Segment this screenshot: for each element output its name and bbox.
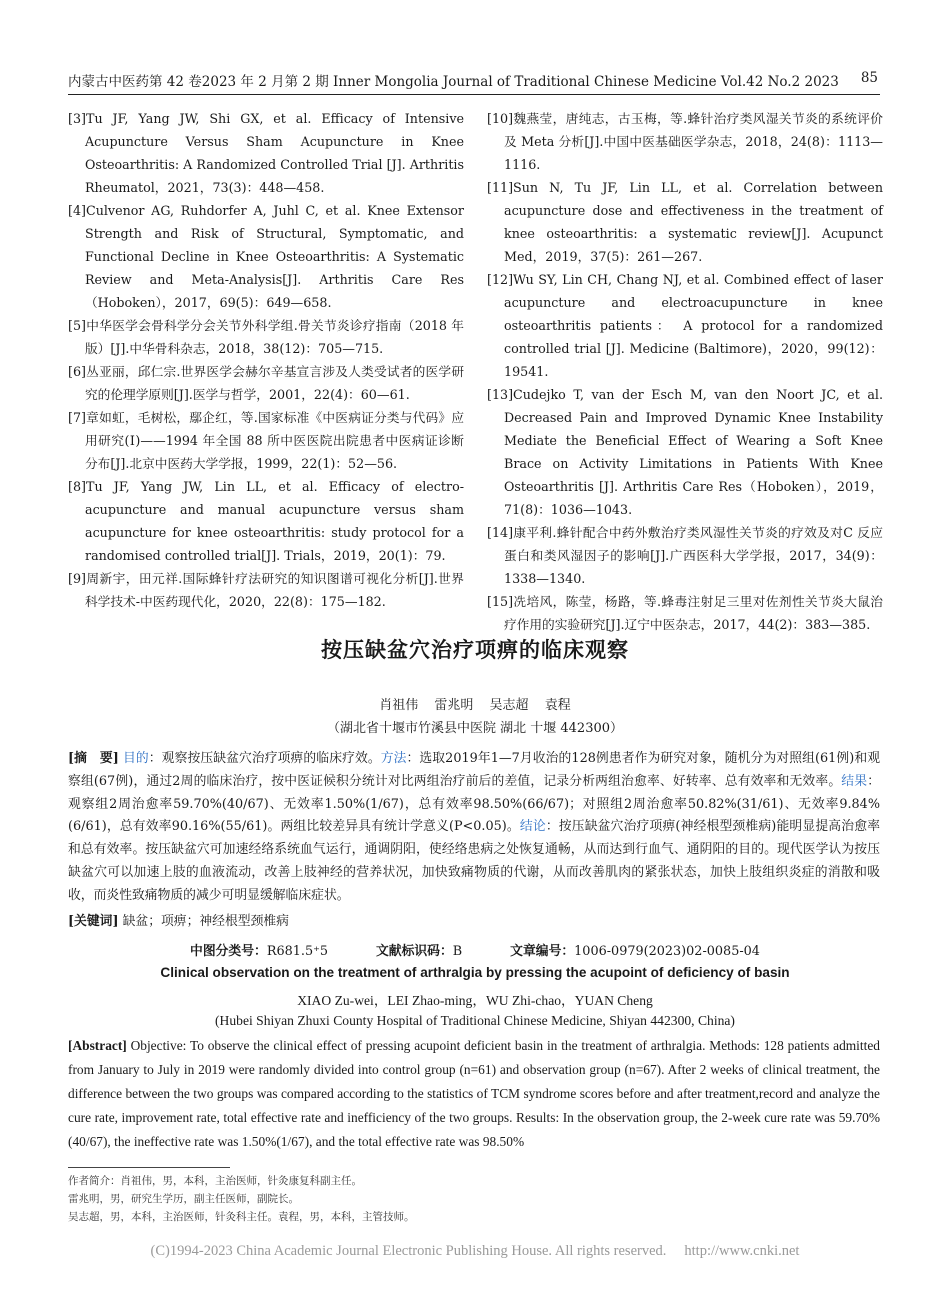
references-right-column: [487, 107, 883, 636]
conclusion-label: 结论: [519, 819, 546, 835]
article-affiliation: （湖北省十堰市竹溪县中医院 湖北 十堰 442300）: [326, 721, 624, 736]
reference-item: [4]Culvenor AG, Ruhdorfer A, Juhl C, et al. Knee Extensor Strength and Risk of Structural, Symptomatic, and Functional Decline in Knee Osteoarthritis: A Systematic Review and Meta-Analysis[J]. Arthritis Care Res（Hoboken），2017，69(5)：649—658.: [68, 203, 464, 310]
reference-item: [8]Tu JF, Yang JW, Lin LL, et al. Efficacy of electro-acupuncture and manual acupuncture versus sham acupuncture for knee osteoarthritis: study protocol for a randomised controlled trial[J]. Trials，2019，20(1)：79.: [68, 479, 464, 563]
keywords: [68, 910, 880, 929]
header-rule: [68, 94, 880, 95]
results-label: 结果: [841, 773, 868, 789]
copyright-watermark: [0, 1243, 950, 1260]
chinese-abstract: [68, 748, 880, 908]
keywords-text: 缺盆；项痹；神经根型颈椎病: [122, 914, 289, 929]
doc-code-value: B: [452, 944, 463, 959]
clc-label: 中图分类号：: [190, 944, 267, 959]
reference-item: [3]Tu JF, Yang JW, Shi GX, et al. Efficacy of Intensive Acupuncture Versus Sham Acupuncture in Knee Osteoarthritis: A Randomized Controlled Trial [J]. Arthritis Rheumatol，2021，73(3)：448—458.: [68, 111, 464, 195]
english-title: Clinical observation on the treatment of arthralgia by pressing the acupoint of deficiency of basin: [160, 965, 790, 980]
running-header: [68, 70, 878, 90]
copyright-text: (C)1994-2023 China Academic Journal Electronic Publishing House. All rights reserved.: [150, 1243, 667, 1259]
article-number-label: 文章编号：: [510, 944, 575, 959]
footnote: 吴志超，男，本科，主治医师，针灸科主任。袁程，男，本科，主管技师。: [68, 1211, 415, 1223]
reference-item: [15]冼培风，陈莹，杨路，等.蜂毒注射足三里对佐剂性关节炎大鼠治疗作用的实验研究[J].辽宁中医杂志，2017，44(2)：383—385.: [487, 594, 883, 632]
article-authors: 肖祖伟 雷兆明 吴志超 袁程: [379, 698, 571, 713]
objective-text: ：观察按压缺盆穴治疗项痹的临床疗效。: [148, 751, 381, 766]
reference-item: [13]Cudejko T, van der Esch M, van den Noort JC, et al. Decreased Pain and Improved Dynamic Knee Instability Mediate the Beneficial Effect of Wearing a Soft Knee Brace on Activity Limitations in Patients With Knee Osteoarthritis [J]. Arthritis Care Res（Hoboken），2019，71(8)：1036—1043.: [487, 387, 883, 517]
footnote-rule: [68, 1167, 230, 1168]
objective-label: 目的: [123, 751, 149, 766]
clc-value: R681.5⁺5: [266, 944, 328, 959]
conclusion-text: ：按压缺盆穴治疗项痹(神经根型颈椎病)能明显提高治愈率和总有效率。按压缺盆穴可加速经络系统血气运行，通调阴阳，使经络患病之处恢复通畅，从而达到行血气、通阴阳的目的。现代医学认为按压缺盆穴可以加速上肢的血液流动，改善上肢神经的营养状况，加快致痛物质的代谢，从而改善肌肉的紧张状态，加快上肢组织炎症的消散和吸收，而炎性致痛物质的减少可明显缓解临床症状。: [68, 819, 880, 903]
methods-text: ：选取2019年1—7月收治的128例患者作为研究对象，随机分为对照组(61例)和观察组(67例)，通过2周的临床治疗，按中医证候积分统计对比两组治疗前后的差值，记录分析两组治愈率、好转率、总有效率和无效率。: [68, 751, 881, 789]
classification-line: [0, 940, 950, 959]
keywords-tag: [关键词]: [68, 914, 119, 929]
page-number: 85: [860, 70, 878, 86]
english-authors: XIAO Zu-wei，LEI Zhao-ming，WU Zhi-chao，YUAN Cheng: [297, 993, 653, 1008]
english-abstract-text: Objective: To observe the clinical effect of pressing acupoint deficient basin in the treatment of arthralgia. Methods: 128 patients admitted from January to July in 2019 were randomly divided into control group (n=61) and observation group (n=67). After 2 weeks of clinical treatment, the difference between the two groups was compared according to the statistics of TCM syndrome scores before and after treatment,record and analyze the cure rate, improvement rate, total effective rate and inefficiency of the two groups. Results: In the observation group, the 2-week cure rate was 59.70%(40/67), the ineffective rate was 1.50%(1/67), and the total effective rate was 98.50%: [68, 1038, 880, 1149]
results-text: ：观察组2周治愈率59.70%(40/67)、无效率1.50%(1/67)，总有效率98.50%(66/67)；对照组2周治愈率50.82%(31/61)、无效率9.84%(6/61)，总有效率90.16%(55/61)。两组比较差异具有统计学意义(P<0.05)。: [68, 773, 881, 835]
reference-item: [10]魏燕莹，唐纯志，古玉梅，等.蜂针治疗类风湿关节炎的系统评价及 Meta 分析[J].中国中医基础医学杂志，2018，24(8)：1113—1116.: [487, 111, 883, 172]
english-affiliation: (Hubei Shiyan Zhuxi County Hospital of Traditional Chinese Medicine, Shiyan 442300, China): [215, 1013, 735, 1028]
doc-code-label: 文献标识码：: [375, 944, 453, 959]
reference-item: [9]周新宇，田元祥.国际蜂针疗法研究的知识图谱可视化分析[J].世界科学技术-中医药现代化，2020，22(8)：175—182.: [68, 571, 464, 609]
footnote: 作者简介：肖祖伟，男，本科，主治医师，针灸康复科副主任。: [68, 1175, 362, 1187]
reference-item: [12]Wu SY, Lin CH, Chang NJ, et al. Combined effect of laser acupuncture and electroacupuncture in knee osteoarthritis patients： A protocol for a randomized controlled trial [J]. Medicine (Baltimore)，2020，99(12)：19541.: [487, 272, 883, 379]
reference-item: [5]中华医学会骨科学分会关节外科学组.骨关节炎诊疗指南（2018 年版）[J].中华骨科杂志，2018，38(12)：705—715.: [68, 318, 464, 356]
reference-item: [7]章如虹，毛树松，鄢企红，等.国家标准《中医病证分类与代码》应用研究(Ⅰ)——1994 年全国 88 所中医医院出院患者中医病证诊断分布[J].北京中医药大学学报，1999，22(1)：52—56.: [68, 410, 464, 471]
reference-item: [11]Sun N, Tu JF, Lin LL, et al. Correlation between acupuncture dose and effectiveness in the treatment of knee osteoarthritis: a systematic review[J]. Acupunct Med，2019，37(5)：261—267.: [487, 180, 883, 264]
english-abstract: [68, 1034, 880, 1154]
footnote: 雷兆明，男，研究生学历，副主任医师，副院长。: [68, 1193, 299, 1205]
abstract-tag: [摘 要]: [68, 751, 119, 766]
running-head-text: 内蒙古中医药第 42 卷2023 年 2 月第 2 期 Inner Mongolia Journal of Traditional Chinese Medicine Vol.42 No.2 2023: [68, 74, 839, 90]
article-title: 按压缺盆穴治疗项痹的临床观察: [321, 638, 629, 662]
english-abstract-tag: [Abstract]: [68, 1038, 127, 1053]
reference-item: [14]康平利.蜂针配合中药外敷治疗类风湿性关节炎的疗效及对C 反应蛋白和类风湿因子的影响[J].广西医科大学学报，2017，34(9)：1338—1340.: [487, 525, 883, 586]
reference-item: [6]丛亚丽，邱仁宗.世界医学会赫尔辛基宣言涉及人类受试者的医学研究的伦理学原则[J].医学与哲学，2001，22(4)：60—61.: [68, 364, 464, 402]
methods-label: 方法: [380, 751, 407, 766]
article-number-value: 1006-0979(2023)02-0085-04: [574, 944, 760, 959]
cnki-link[interactable]: http://www.cnki.net: [684, 1243, 800, 1259]
references-left-column: [68, 107, 464, 613]
